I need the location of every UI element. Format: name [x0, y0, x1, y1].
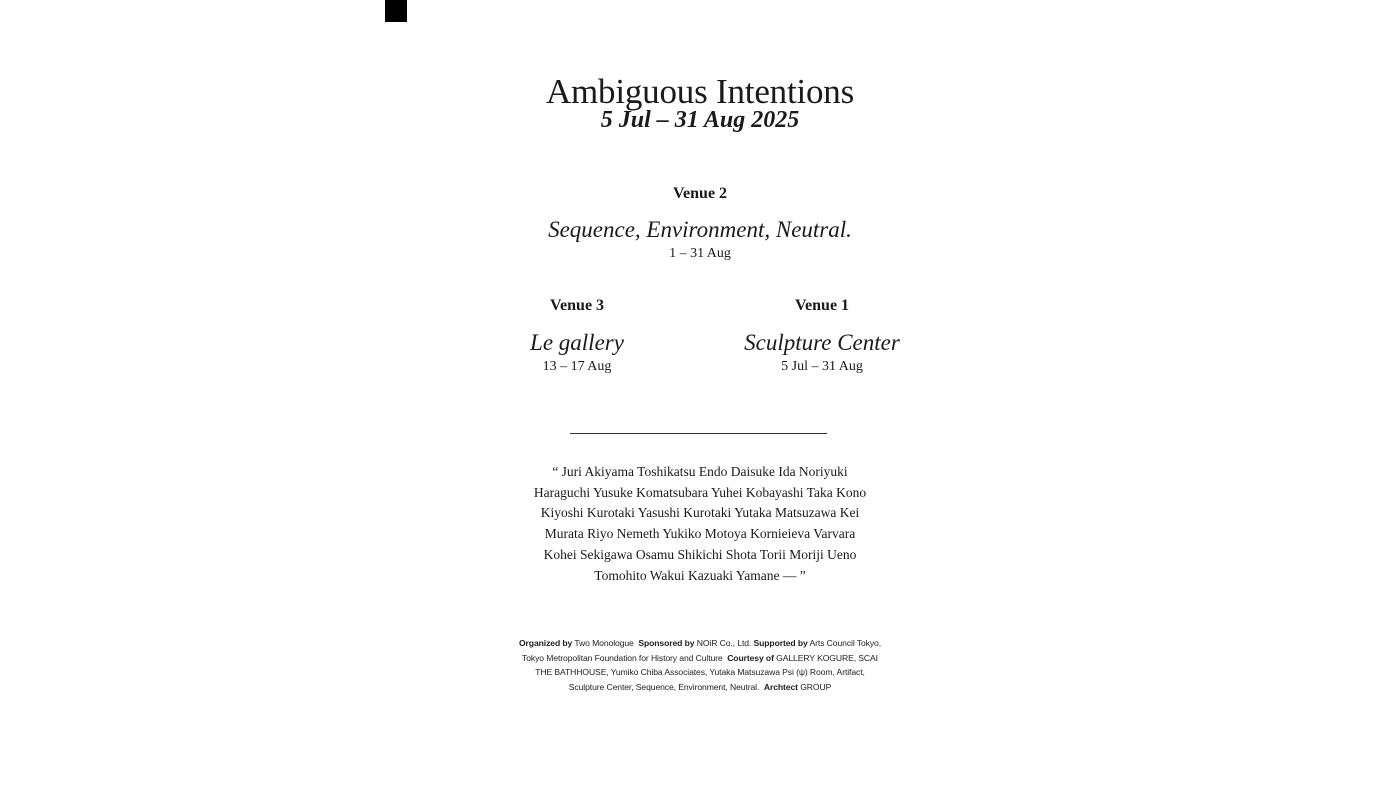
venue-2-label: Venue 2: [672, 185, 728, 202]
organized-value: Two Monologue: [574, 638, 634, 648]
venue-3-dates: 13 – 17 Aug: [542, 359, 612, 374]
sponsored-label: Sponsored by: [638, 638, 695, 648]
venue-1-label: Venue 1: [794, 297, 850, 314]
exhibition-title: Ambiguous Intentions: [545, 72, 855, 111]
courtesy-value: GALLERY KOGURE, SCAI THE BATHHOUSE, Yumiko Chiba Associates, Yutaka Matsuzawa Psi (ψ) Room, Artifact, Sculpture Center, Sequence, Environment, Neutral.: [535, 652, 878, 692]
divider-line: [570, 433, 827, 434]
courtesy-label: Courtesy of: [727, 652, 774, 663]
supported-value: Arts Council Tokyo, Tokyo Metropolitan Foundation for History and Culture: [522, 638, 882, 663]
exhibition-dates: 5 Jul – 31 Aug 2025: [600, 107, 800, 133]
supported-label: Supported by: [753, 638, 808, 648]
venue-1-name: Sculpture Center: [744, 330, 900, 355]
venue-3-label: Venue 3: [549, 297, 605, 314]
venue-2-name: Sequence, Environment, Neutral.: [548, 217, 852, 242]
black-square-mark: [385, 0, 407, 22]
venue-1-dates: 5 Jul – 31 Aug: [781, 359, 863, 374]
credits-block: [518, 636, 882, 694]
organized-label: Organized by: [518, 638, 573, 648]
architect-value: GROUP: [800, 681, 832, 692]
venue-3-name: Le gallery: [530, 330, 624, 355]
sponsored-value: NOiR Co., Ltd.: [696, 638, 752, 648]
architect-label: Archtect: [763, 681, 798, 692]
venue-2-dates: 1 – 31 Aug: [669, 246, 731, 261]
artists-list: “ Juri Akiyama Toshikatsu Endo Daisuke Ida Noriyuki Haraguchi Yusuke Komatsubara Yuhei Kobayashi Taka Kono Kiyoshi Kurotaki Yasushi Kurotaki Yutaka Matsuzawa Kei Murata Riyo Nemeth Yukiko Motoya Kornieieva Varvara Kohei Sekigawa Osamu Shikichi Shota Torii Moriji Ueno Tomohito Wakui Kazuaki Yamane — ”: [533, 464, 867, 583]
